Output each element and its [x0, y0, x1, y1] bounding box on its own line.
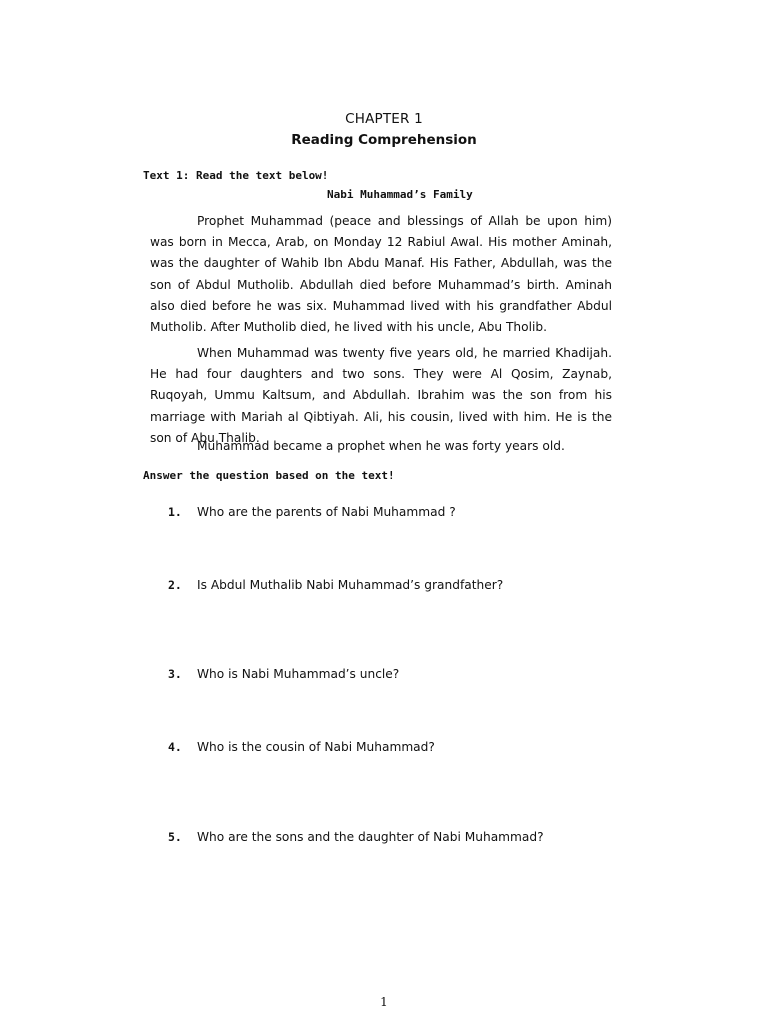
- question-5: [168, 830, 544, 844]
- answer-instruction: Answer the question based on the text!: [143, 469, 395, 482]
- question-number: 2.: [168, 578, 182, 592]
- question-text: Who is Nabi Muhammad’s uncle?: [197, 667, 400, 681]
- paragraph-2: When Muhammad was twenty five years old, he married Khadijah. He had four daughters and two sons. They were Al Qosim, Zaynab, Ruqoyah, Ummu Kaltsum, and Abdullah. Ibrahim was the son from his marriage with Mariah al Qibtiyah. Ali, his cousin, lived with him. He is the son of Abu Thalib.: [150, 346, 612, 445]
- question-2: [168, 578, 503, 592]
- question-3: [168, 667, 399, 681]
- question-text: Who are the sons and the daughter of Nabi Muhammad?: [197, 830, 544, 844]
- question-number: 5.: [168, 830, 182, 844]
- question-number: 3.: [168, 667, 182, 681]
- question-4: [168, 740, 435, 754]
- question-number: 1.: [168, 505, 182, 519]
- page-number: 1: [380, 995, 388, 1009]
- question-text: Who are the parents of Nabi Muhammad ?: [197, 505, 456, 519]
- chapter-title: CHAPTER 1: [345, 111, 423, 127]
- paragraph-3: Muhammad became a prophet when he was forty years old.: [197, 439, 565, 453]
- paragraph-1: Prophet Muhammad (peace and blessings of Allah be upon him) was born in Mecca, Arab, on Monday 12 Rabiul Awal. His mother Aminah, was the daughter of Wahib Ibn Abdu Manaf. His Father, Abdullah, was the son of Abdul Mutholib. Abdullah died before Muhammad’s birth. Aminah also died before he was six. Muhammad lived with his grandfather Abdul Mutholib. After Mutholib died, he lived with his uncle, Abu Tholib.: [150, 214, 612, 335]
- question-number: 4.: [168, 740, 182, 754]
- question-text: Is Abdul Muthalib Nabi Muhammad’s grandfather?: [197, 578, 504, 592]
- question-text: Who is the cousin of Nabi Muhammad?: [197, 740, 435, 754]
- text-label: Text 1: Read the text below!: [143, 169, 329, 182]
- chapter-subtitle: Reading Comprehension: [291, 132, 477, 148]
- text-title: Nabi Muhammad’s Family: [327, 188, 473, 201]
- question-1: [168, 505, 456, 519]
